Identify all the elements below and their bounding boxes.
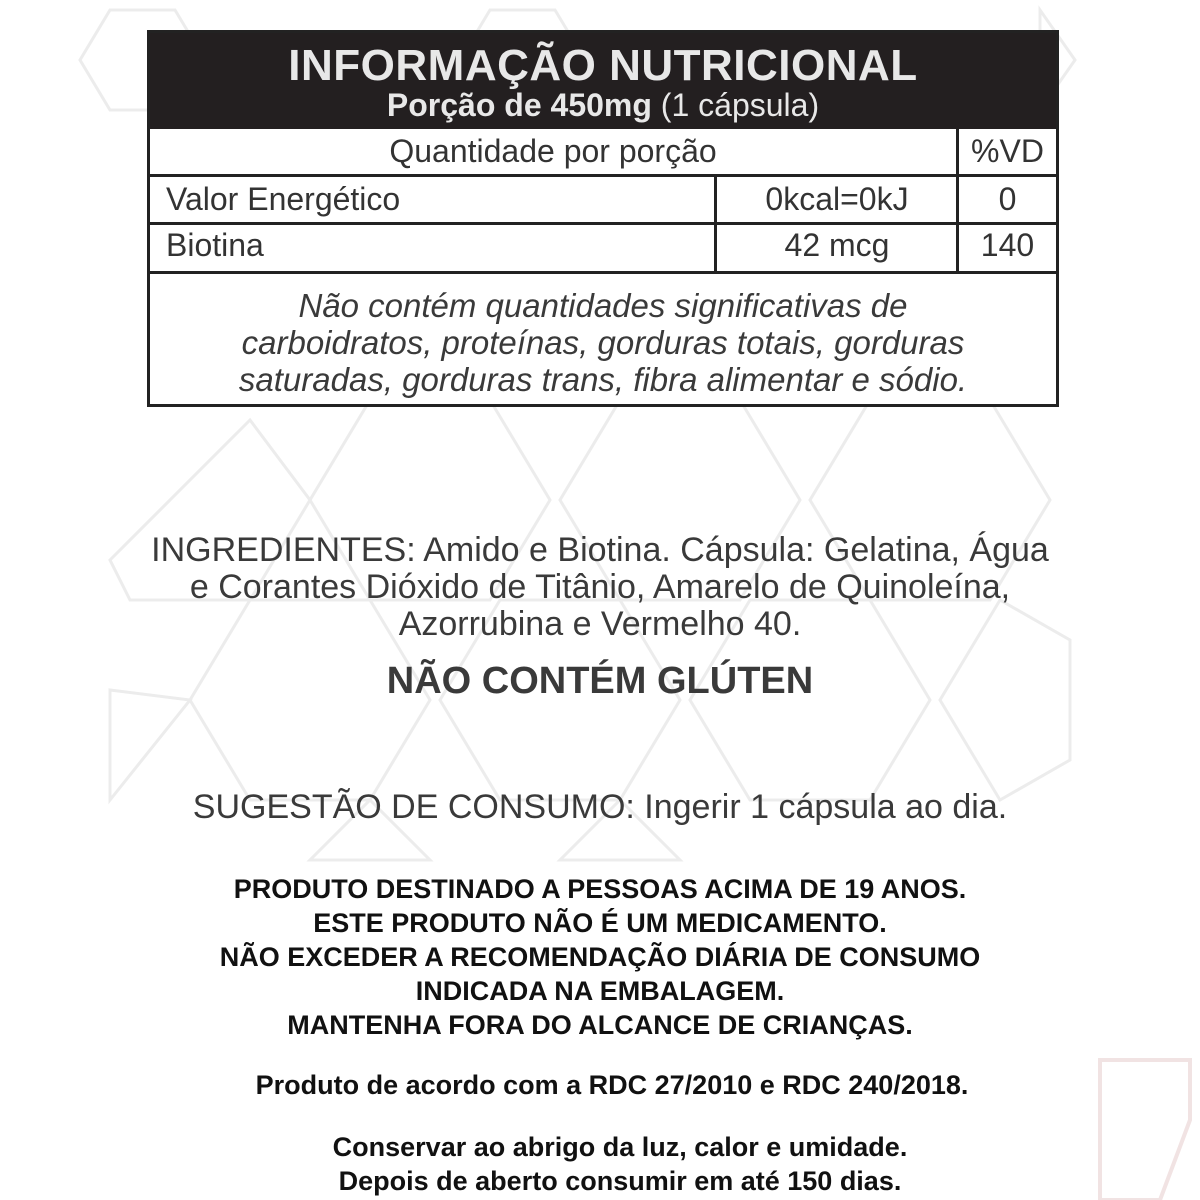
storage-line: Depois de aberto consumir em até 150 dias. [338,1166,902,1196]
header-quantity: Quantidade por porção [389,133,717,169]
note-line: saturadas, gorduras trans, fibra alimentar e sódio. [238,361,968,398]
note-line: Não contém quantidades significativas de [298,287,908,324]
divider [150,271,1056,274]
storage-line: Conservar ao abrigo da luz, calor e umidade. [332,1132,908,1162]
row-amount: 42 mcg [784,227,890,263]
divider [150,174,1056,177]
warning-line: PRODUTO DESTINADO A PESSOAS ACIMA DE 19 ANOS. [233,874,967,904]
row-vd: 140 [980,227,1035,263]
ingredients-text [100,532,1100,643]
nutrition-portion [150,87,1056,124]
ingredients-line: Azorrubina e Vermelho 40. [398,605,802,643]
ingredients-line: e Corantes Dióxido de Titânio, Amarelo de Quinoleína, [189,568,1011,606]
warnings-block [100,872,1100,1042]
warning-line: NÃO EXCEDER A RECOMENDAÇÃO DIÁRIA DE CONSUMO [219,942,981,972]
row-name: Biotina [166,227,264,263]
row-amount: 0kcal=0kJ [765,181,909,217]
portion-unit: (1 cápsula) [651,87,820,123]
gluten-statement: NÃO CONTÉM GLÚTEN [386,660,814,702]
nutrition-facts-table [147,30,1059,407]
ingredients-line: INGREDIENTES: Amido e Biotina. Cápsula: Gelatina, Água [151,531,1049,569]
warning-line: MANTENHA FORA DO ALCANCE DE CRIANÇAS. [287,1010,913,1040]
column-divider [956,129,959,274]
note-line: carboidratos, proteínas, gorduras totais, gorduras [241,324,965,361]
consumption-suggestion: SUGESTÃO DE CONSUMO: Ingerir 1 cápsula ao dia. [192,788,1008,826]
warning-line: ESTE PRODUTO NÃO É UM MEDICAMENTO. [313,908,887,938]
regulation-statement: Produto de acordo com a RDC 27/2010 e RDC 240/2018. [255,1070,969,1100]
nutrition-header [150,33,1056,129]
warning-line: INDICADA NA EMBALAGEM. [415,976,785,1006]
row-name: Valor Energético [166,181,401,217]
storage-instructions [120,1130,1120,1198]
portion-size: Porção de 450mg [386,87,652,123]
nutrition-title: INFORMAÇÃO NUTRICIONAL [288,41,918,90]
divider [150,222,1056,225]
column-divider [714,174,717,274]
row-vd: 0 [998,181,1017,217]
nutrition-note [150,287,1056,398]
header-vd: %VD [971,133,1044,169]
